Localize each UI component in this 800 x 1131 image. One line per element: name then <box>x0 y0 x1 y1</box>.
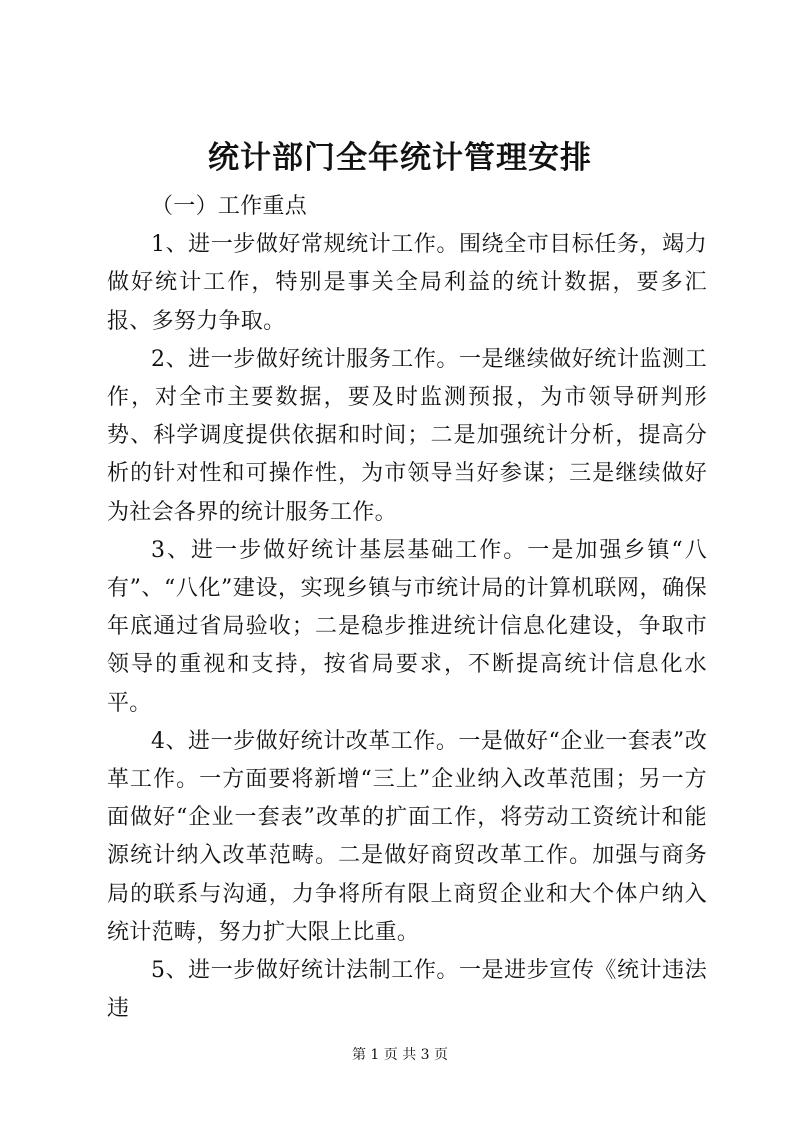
paragraph-4: 4、进一步做好统计改革工作。一是做好“企业一套表”改革工作。一方面要将新增“三上”企业纳入改革范围；另一方面做好“企业一套表”改革的扩面工作，将劳动工资统计和能源统计纳入改革范畴。二是做好商贸改革工作。加强与商务局的联系与沟通，力争将所有限上商贸企业和大个体户纳入统计范畴，努力扩大限上比重。 <box>107 728 707 945</box>
paragraph-1: 1、进一步做好常规统计工作。围绕全市目标任务，竭力做好统计工作，特别是事关全局利益的统计数据，要多汇报、多努力争取。 <box>107 232 707 334</box>
paragraph-5: 5、进一步做好统计法制工作。一是进步宣传《统计违法违 <box>107 958 707 1022</box>
paragraph-3: 3、进一步做好统计基层基础工作。一是加强乡镇“八有”、“八化”建设，实现乡镇与市统计局的计算机联网，确保年底通过省局验收；二是稳步推进统计信息化建设，争取市领导的重视和支持，按省局要求，不断提高统计信息化水平。 <box>107 537 707 716</box>
paragraph-2: 2、进一步做好统计服务工作。一是继续做好统计监测工作，对全市主要数据，要及时监测预报，为市领导研判形势、科学调度提供依据和时间；二是加强统计分析，提高分析的针对性和可操作性，为市领导当好参谋；三是继续做好为社会各界的统计服务工作。 <box>107 346 707 525</box>
document-title: 统计部门全年统计管理安排 <box>208 140 592 176</box>
document-body <box>107 188 707 1028</box>
page-footer: 第 1 页 共 3 页 <box>351 1047 449 1063</box>
section-heading: （一）工作重点 <box>151 194 308 219</box>
